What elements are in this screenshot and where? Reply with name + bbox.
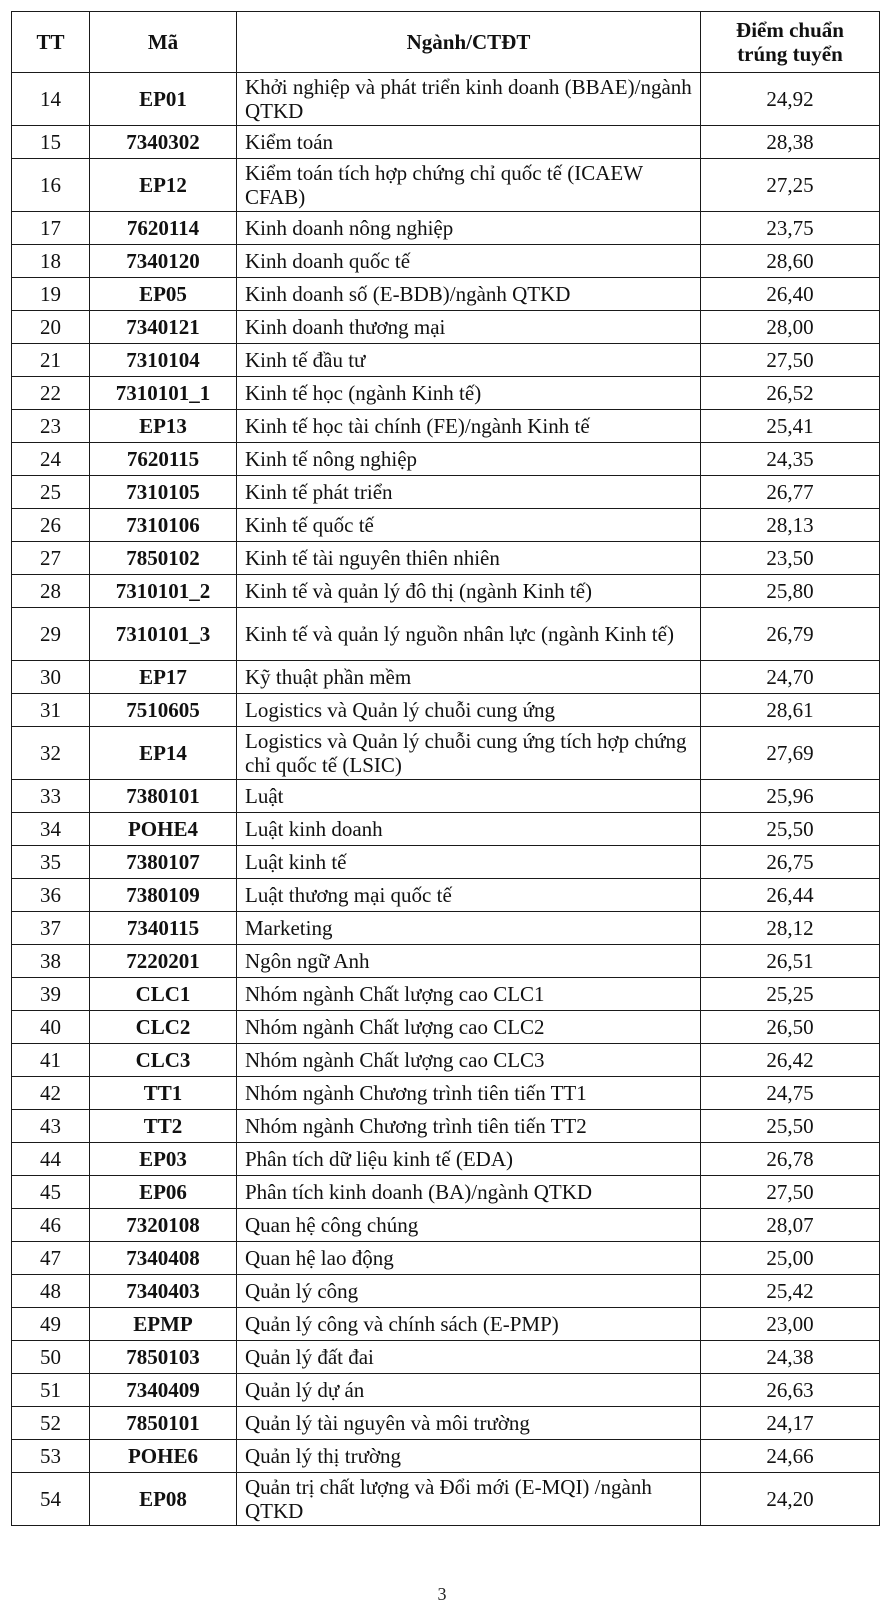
cell-nganh: Phân tích kinh doanh (BA)/ngành QTKD xyxy=(237,1176,701,1209)
cell-diem: 26,51 xyxy=(701,945,880,978)
cell-tt: 52 xyxy=(12,1407,90,1440)
cell-tt: 32 xyxy=(12,727,90,780)
cell-nganh: Phân tích dữ liệu kinh tế (EDA) xyxy=(237,1143,701,1176)
cell-nganh: Kinh tế và quản lý đô thị (ngành Kinh tế) xyxy=(237,575,701,608)
table-row xyxy=(12,846,880,879)
cell-diem: 26,44 xyxy=(701,879,880,912)
cell-tt: 39 xyxy=(12,978,90,1011)
table-row xyxy=(12,311,880,344)
table-row xyxy=(12,443,880,476)
cell-diem: 28,13 xyxy=(701,509,880,542)
cell-tt: 50 xyxy=(12,1341,90,1374)
cell-tt: 31 xyxy=(12,694,90,727)
cell-ma: 7850101 xyxy=(90,1407,237,1440)
cell-ma: CLC3 xyxy=(90,1044,237,1077)
cell-nganh: Luật xyxy=(237,780,701,813)
table-row xyxy=(12,1374,880,1407)
cell-tt: 43 xyxy=(12,1110,90,1143)
header-tt: TT xyxy=(12,12,90,73)
cell-diem: 28,00 xyxy=(701,311,880,344)
cell-ma: TT2 xyxy=(90,1110,237,1143)
cell-diem: 26,42 xyxy=(701,1044,880,1077)
cell-tt: 36 xyxy=(12,879,90,912)
cell-diem: 26,40 xyxy=(701,278,880,311)
cell-tt: 21 xyxy=(12,344,90,377)
cell-nganh: Kinh doanh số (E-BDB)/ngành QTKD xyxy=(237,278,701,311)
admission-score-table xyxy=(11,11,880,1526)
cell-ma: 7380109 xyxy=(90,879,237,912)
cell-diem: 24,66 xyxy=(701,1440,880,1473)
cell-diem: 25,41 xyxy=(701,410,880,443)
cell-diem: 26,78 xyxy=(701,1143,880,1176)
cell-nganh: Ngôn ngữ Anh xyxy=(237,945,701,978)
cell-diem: 23,50 xyxy=(701,542,880,575)
table-row xyxy=(12,575,880,608)
cell-tt: 16 xyxy=(12,159,90,212)
cell-ma: 7310101_3 xyxy=(90,608,237,661)
cell-nganh: Quản lý tài nguyên và môi trường xyxy=(237,1407,701,1440)
cell-diem: 25,50 xyxy=(701,813,880,846)
cell-tt: 28 xyxy=(12,575,90,608)
cell-nganh: Kinh tế phát triển xyxy=(237,476,701,509)
cell-nganh: Marketing xyxy=(237,912,701,945)
header-nganh: Ngành/CTĐT xyxy=(237,12,701,73)
cell-ma: 7510605 xyxy=(90,694,237,727)
table-row xyxy=(12,945,880,978)
cell-ma: 7620114 xyxy=(90,212,237,245)
table-row xyxy=(12,879,880,912)
cell-tt: 53 xyxy=(12,1440,90,1473)
cell-diem: 26,50 xyxy=(701,1011,880,1044)
cell-diem: 28,60 xyxy=(701,245,880,278)
cell-tt: 33 xyxy=(12,780,90,813)
table-row xyxy=(12,1176,880,1209)
cell-ma: EP13 xyxy=(90,410,237,443)
cell-tt: 40 xyxy=(12,1011,90,1044)
cell-diem: 26,75 xyxy=(701,846,880,879)
cell-tt: 42 xyxy=(12,1077,90,1110)
cell-ma: 7340408 xyxy=(90,1242,237,1275)
cell-ma: 7620115 xyxy=(90,443,237,476)
table-row xyxy=(12,509,880,542)
table-row xyxy=(12,1209,880,1242)
cell-tt: 18 xyxy=(12,245,90,278)
cell-nganh: Luật kinh tế xyxy=(237,846,701,879)
cell-diem: 25,96 xyxy=(701,780,880,813)
table-row xyxy=(12,1275,880,1308)
table-row xyxy=(12,813,880,846)
cell-ma: 7340409 xyxy=(90,1374,237,1407)
table-row xyxy=(12,212,880,245)
cell-diem: 26,52 xyxy=(701,377,880,410)
table-row xyxy=(12,1110,880,1143)
cell-ma: TT1 xyxy=(90,1077,237,1110)
cell-ma: 7340120 xyxy=(90,245,237,278)
cell-nganh: Quản lý công và chính sách (E-PMP) xyxy=(237,1308,701,1341)
table-row xyxy=(12,1143,880,1176)
cell-nganh: Quản trị chất lượng và Đổi mới (E-MQI) /ngành QTKD xyxy=(237,1473,701,1526)
cell-diem: 23,00 xyxy=(701,1308,880,1341)
table-row xyxy=(12,1011,880,1044)
cell-ma: 7310101_1 xyxy=(90,377,237,410)
cell-diem: 24,92 xyxy=(701,73,880,126)
cell-nganh: Quản lý dự án xyxy=(237,1374,701,1407)
cell-nganh: Kiểm toán xyxy=(237,126,701,159)
header-diem-line2: trúng tuyển xyxy=(737,42,843,66)
cell-diem: 24,20 xyxy=(701,1473,880,1526)
cell-nganh: Kinh tế và quản lý nguồn nhân lực (ngành Kinh tế) xyxy=(237,608,701,661)
cell-nganh: Kinh tế tài nguyên thiên nhiên xyxy=(237,542,701,575)
table-row xyxy=(12,661,880,694)
cell-nganh: Nhóm ngành Chất lượng cao CLC2 xyxy=(237,1011,701,1044)
cell-nganh: Quan hệ công chúng xyxy=(237,1209,701,1242)
cell-diem: 23,75 xyxy=(701,212,880,245)
cell-tt: 14 xyxy=(12,73,90,126)
table-row xyxy=(12,377,880,410)
cell-ma: EP03 xyxy=(90,1143,237,1176)
cell-tt: 23 xyxy=(12,410,90,443)
table-row xyxy=(12,476,880,509)
cell-nganh: Luật thương mại quốc tế xyxy=(237,879,701,912)
cell-tt: 49 xyxy=(12,1308,90,1341)
table-row xyxy=(12,542,880,575)
cell-tt: 41 xyxy=(12,1044,90,1077)
cell-nganh: Logistics và Quản lý chuỗi cung ứng tích hợp chứng chỉ quốc tế (LSIC) xyxy=(237,727,701,780)
cell-nganh: Nhóm ngành Chất lượng cao CLC1 xyxy=(237,978,701,1011)
cell-nganh: Quản lý thị trường xyxy=(237,1440,701,1473)
cell-diem: 24,35 xyxy=(701,443,880,476)
table-row xyxy=(12,1473,880,1526)
cell-tt: 47 xyxy=(12,1242,90,1275)
cell-diem: 28,07 xyxy=(701,1209,880,1242)
cell-nganh: Kỹ thuật phần mềm xyxy=(237,661,701,694)
cell-diem: 28,61 xyxy=(701,694,880,727)
header-row xyxy=(12,12,880,73)
cell-nganh: Nhóm ngành Chất lượng cao CLC3 xyxy=(237,1044,701,1077)
cell-nganh: Kinh doanh quốc tế xyxy=(237,245,701,278)
cell-ma: 7310101_2 xyxy=(90,575,237,608)
table-row xyxy=(12,1242,880,1275)
cell-ma: 7310106 xyxy=(90,509,237,542)
cell-nganh: Quan hệ lao động xyxy=(237,1242,701,1275)
cell-diem: 25,50 xyxy=(701,1110,880,1143)
cell-diem: 25,42 xyxy=(701,1275,880,1308)
cell-nganh: Logistics và Quản lý chuỗi cung ứng xyxy=(237,694,701,727)
cell-ma: 7340403 xyxy=(90,1275,237,1308)
cell-ma: 7310105 xyxy=(90,476,237,509)
table-row xyxy=(12,344,880,377)
cell-ma: 7340115 xyxy=(90,912,237,945)
cell-tt: 26 xyxy=(12,509,90,542)
cell-ma: 7340302 xyxy=(90,126,237,159)
table-row xyxy=(12,410,880,443)
cell-tt: 27 xyxy=(12,542,90,575)
cell-tt: 46 xyxy=(12,1209,90,1242)
cell-tt: 22 xyxy=(12,377,90,410)
cell-ma: EP08 xyxy=(90,1473,237,1526)
cell-tt: 48 xyxy=(12,1275,90,1308)
cell-ma: EP12 xyxy=(90,159,237,212)
cell-diem: 28,12 xyxy=(701,912,880,945)
cell-tt: 34 xyxy=(12,813,90,846)
table-row xyxy=(12,978,880,1011)
cell-ma: EP05 xyxy=(90,278,237,311)
page-number: 3 xyxy=(437,1584,447,1604)
cell-tt: 29 xyxy=(12,608,90,661)
table-row xyxy=(12,694,880,727)
cell-ma: 7380107 xyxy=(90,846,237,879)
cell-diem: 28,38 xyxy=(701,126,880,159)
table-row xyxy=(12,727,880,780)
cell-diem: 24,70 xyxy=(701,661,880,694)
cell-diem: 24,75 xyxy=(701,1077,880,1110)
cell-tt: 51 xyxy=(12,1374,90,1407)
cell-tt: 20 xyxy=(12,311,90,344)
cell-diem: 24,17 xyxy=(701,1407,880,1440)
cell-nganh: Kinh tế học tài chính (FE)/ngành Kinh tế xyxy=(237,410,701,443)
cell-ma: EP17 xyxy=(90,661,237,694)
table-row xyxy=(12,1044,880,1077)
cell-ma: 7850102 xyxy=(90,542,237,575)
cell-tt: 25 xyxy=(12,476,90,509)
table-row xyxy=(12,126,880,159)
cell-diem: 26,77 xyxy=(701,476,880,509)
cell-nganh: Nhóm ngành Chương trình tiên tiến TT2 xyxy=(237,1110,701,1143)
cell-tt: 44 xyxy=(12,1143,90,1176)
cell-diem: 26,79 xyxy=(701,608,880,661)
cell-nganh: Kinh tế học (ngành Kinh tế) xyxy=(237,377,701,410)
cell-ma: POHE6 xyxy=(90,1440,237,1473)
table-body xyxy=(12,73,880,1526)
table-row xyxy=(12,1077,880,1110)
cell-nganh: Khởi nghiệp và phát triển kinh doanh (BBAE)/ngành QTKD xyxy=(237,73,701,126)
cell-diem: 27,50 xyxy=(701,1176,880,1209)
cell-diem: 27,25 xyxy=(701,159,880,212)
cell-diem: 27,69 xyxy=(701,727,880,780)
cell-tt: 24 xyxy=(12,443,90,476)
header-diem-line1: Điểm chuẩn xyxy=(736,18,844,42)
cell-nganh: Nhóm ngành Chương trình tiên tiến TT1 xyxy=(237,1077,701,1110)
table-row xyxy=(12,1308,880,1341)
cell-ma: EP06 xyxy=(90,1176,237,1209)
table-row xyxy=(12,1341,880,1374)
cell-ma: POHE4 xyxy=(90,813,237,846)
cell-tt: 19 xyxy=(12,278,90,311)
cell-tt: 17 xyxy=(12,212,90,245)
cell-ma: 7310104 xyxy=(90,344,237,377)
table-row xyxy=(12,780,880,813)
cell-ma: EP14 xyxy=(90,727,237,780)
cell-ma: 7320108 xyxy=(90,1209,237,1242)
table-row xyxy=(12,73,880,126)
table-row xyxy=(12,159,880,212)
cell-nganh: Kinh tế đầu tư xyxy=(237,344,701,377)
cell-tt: 38 xyxy=(12,945,90,978)
table-row xyxy=(12,1407,880,1440)
cell-ma: 7220201 xyxy=(90,945,237,978)
cell-nganh: Kinh tế quốc tế xyxy=(237,509,701,542)
cell-ma: CLC1 xyxy=(90,978,237,1011)
cell-ma: 7850103 xyxy=(90,1341,237,1374)
table-row xyxy=(12,245,880,278)
cell-nganh: Kinh doanh nông nghiệp xyxy=(237,212,701,245)
cell-nganh: Quản lý công xyxy=(237,1275,701,1308)
cell-tt: 15 xyxy=(12,126,90,159)
table-row xyxy=(12,1440,880,1473)
cell-diem: 25,80 xyxy=(701,575,880,608)
header-diem xyxy=(701,12,880,73)
cell-tt: 30 xyxy=(12,661,90,694)
cell-nganh: Kiểm toán tích hợp chứng chỉ quốc tế (ICAEW CFAB) xyxy=(237,159,701,212)
cell-diem: 25,25 xyxy=(701,978,880,1011)
cell-ma: EP01 xyxy=(90,73,237,126)
cell-ma: CLC2 xyxy=(90,1011,237,1044)
table-row xyxy=(12,912,880,945)
header-ma: Mã xyxy=(90,12,237,73)
cell-ma: EPMP xyxy=(90,1308,237,1341)
cell-ma: 7380101 xyxy=(90,780,237,813)
cell-tt: 37 xyxy=(12,912,90,945)
cell-diem: 26,63 xyxy=(701,1374,880,1407)
cell-tt: 54 xyxy=(12,1473,90,1526)
table-row xyxy=(12,278,880,311)
cell-diem: 27,50 xyxy=(701,344,880,377)
cell-nganh: Quản lý đất đai xyxy=(237,1341,701,1374)
cell-ma: 7340121 xyxy=(90,311,237,344)
cell-tt: 45 xyxy=(12,1176,90,1209)
cell-nganh: Kinh tế nông nghiệp xyxy=(237,443,701,476)
cell-nganh: Luật kinh doanh xyxy=(237,813,701,846)
cell-diem: 25,00 xyxy=(701,1242,880,1275)
cell-tt: 35 xyxy=(12,846,90,879)
cell-nganh: Kinh doanh thương mại xyxy=(237,311,701,344)
cell-diem: 24,38 xyxy=(701,1341,880,1374)
table-row xyxy=(12,608,880,661)
